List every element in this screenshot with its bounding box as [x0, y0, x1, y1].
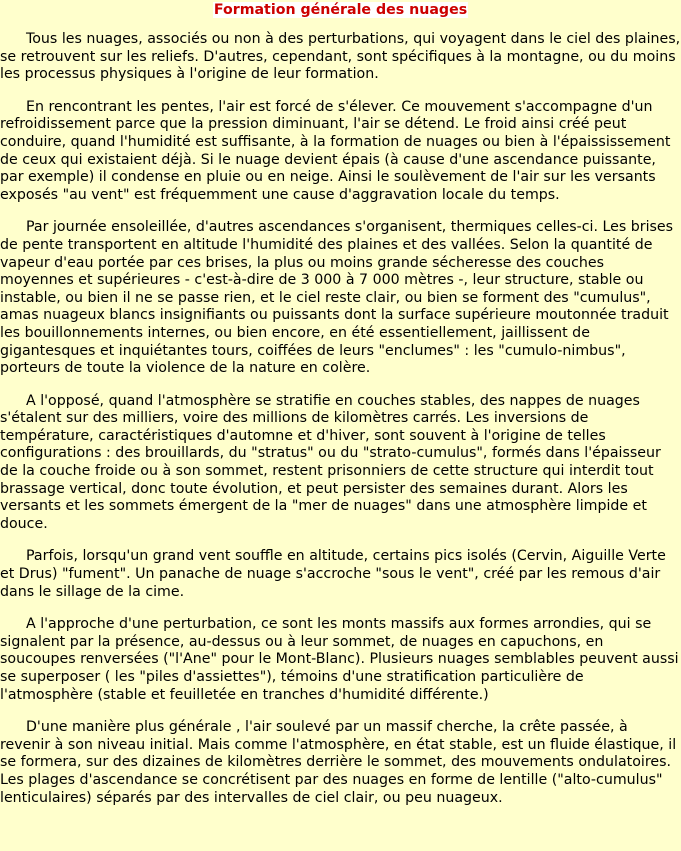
paragraph-1: Tous les nuages, associés ou non à des perturbations, qui voyagent dans le ciel des plaines, se retrouvent sur les reliefs. D'autres, cependant, sont spécifiques à la montagne, ou du moins les processus physiques à l'origine de leur formation.: [0, 31, 681, 83]
paragraph-5: Parfois, lorsqu'un grand vent souffle en altitude, certains pics isolés (Cervin, Aiguille Verte et Drus) "fument". Un panache de nuage s'accroche "sous le vent", créé par les remous d'air dans le sillage de la cime.: [0, 548, 666, 600]
paragraph-4: A l'opposé, quand l'atmosphère se stratifie en couches stables, des nappes de nuages s'étalent sur des milliers, voire des millions de kilomètres carrés. Les inversions de température, caractéristiques d'automne et d'hiver, sont souvent à l'origine de telles configurations : des brouillards, du "stratus" ou du "strato-cumulus", formés dans l'épaisseur de la couche froide ou à son sommet, restent prisonniers de cette structure qui interdit tout brassage vertical, donc toute évolution, et peut persister des semaines durant. Alors les versants et les sommets émergent de la "mer de nuages" dans une atmosphère limpide et douce.: [0, 392, 661, 532]
paragraph-7: D'une manière plus générale , l'air soulevé par un massif cherche, la crête passée, à revenir à son niveau initial. Mais comme l'atmosphère, en état stable, est un fluide élastique, il se formera, sur des dizaines de kilomètres derrière le sommet, des mouvements ondulatoires. Les plages d'ascendance se concrétisent par des nuages en forme de lentille ("alto-cumulus" lenticulaires) séparés par des intervalles de ciel clair, ou peu nuageux.: [0, 719, 677, 806]
title-container: [0, 0, 681, 20]
paragraph-6: A l'approche d'une perturbation, ce sont les monts massifs aux formes arrondies, qui se signalent par la présence, au-dessus ou à leur sommet, de nuages en capuchons, en soucoupes renversées ("l'Ane" pour le Mont-Blanc). Plusieurs nuages semblables peuvent aussi se superposer ( les "piles d'assiettes"), témoins d'une stratification particulière de l'atmosphère (stable et feuilletée en tranches d'humidité différente.): [0, 616, 679, 703]
page-title: Formation générale des nuages: [213, 2, 468, 18]
paragraph-2: En rencontrant les pentes, l'air est forcé de s'élever. Ce mouvement s'accompagne d'un refroidissement parce que la pression diminuant, l'air se détend. Le froid ainsi créé peut conduire, quand l'humidité est suffisante, à la formation de nuages ou bien à l'épaississement de ceux qui existaient déjà. Si le nuage devient épais (à cause d'une ascendance puissante, par exemple) il condense en pluie ou en neige. Ainsi le soulèvement de l'air sur les versants exposés "au vent" est fréquemment une cause d'aggravation locale du temps.: [0, 98, 671, 203]
article-body: [0, 20, 681, 807]
paragraph-3: Par journée ensoleillée, d'autres ascendances s'organisent, thermiques celles-ci. Les brises de pente transportent en altitude l'humidité des plaines et des vallées. Selon la quantité de vapeur d'eau portée par ces brises, la plus ou moins grande sécheresse des couches moyennes et supérieures - c'est-à-dire de 3 000 à 7 000 mètres -, leur structure, stable ou instable, ou bien il ne se passe rien, et le ciel reste clair, ou bien se forment des "cumulus", amas nuageux blancs insignifiants ou puissants dont la surface supérieure moutonnée traduit les bouillonnements internes, ou bien encore, en été essentiellement, jaillissent de gigantesques et inquiétantes tours, coiffées de leurs "enclumes" : les "cumulo-nimbus", porteurs de toute la violence de la nature en colère.: [0, 219, 674, 377]
